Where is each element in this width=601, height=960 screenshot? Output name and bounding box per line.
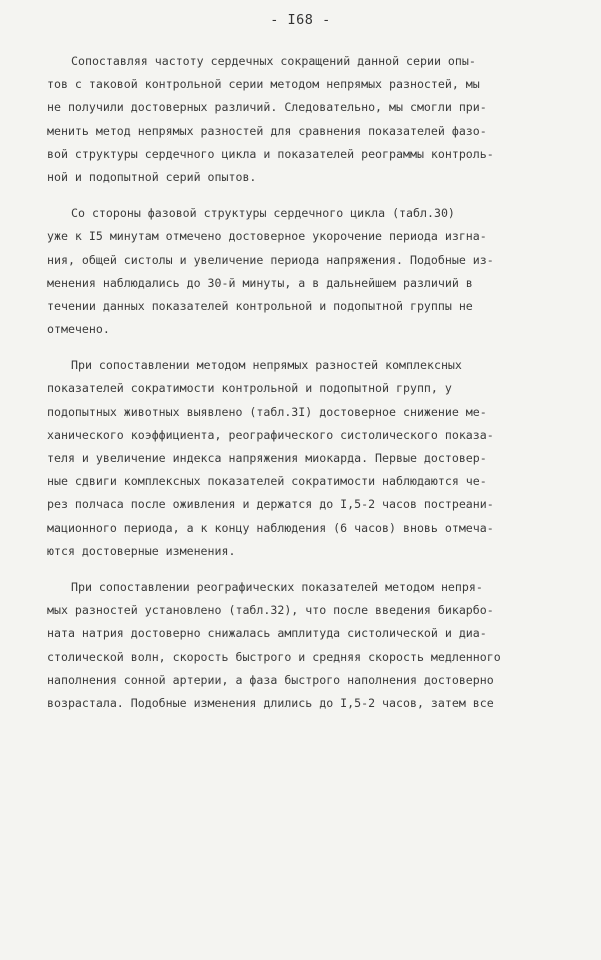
- text-line: наполнения сонной артерии, а фаза быстрого наполнения достоверно: [47, 672, 494, 687]
- text-line: ния, общей систолы и увеличение периода напряжения. Подобные из-: [47, 252, 494, 267]
- text-line: отмечено.: [47, 322, 110, 337]
- text-line: При сопоставлении методом непрямых разностей комплексных: [71, 358, 462, 373]
- paragraph-1: [47, 50, 587, 189]
- text-line: мых разностей установлено (табл.32), что после введения бикарбо-: [47, 603, 494, 618]
- text-line: столической волн, скорость быстрого и средняя скорость медленного: [47, 649, 501, 664]
- text-line: ханического коэффициента, реографического систолического показа-: [47, 427, 494, 442]
- text-line: вой структуры сердечного цикла и показателей реограммы контроль-: [47, 146, 494, 161]
- page-number: - I68 -: [270, 12, 331, 28]
- text-line: Со стороны фазовой структуры сердечного цикла (табл.30): [71, 206, 455, 221]
- text-line: возрастала. Подобные изменения длились до I,5-2 часов, затем все: [47, 695, 494, 710]
- paragraph-4: [47, 576, 587, 715]
- text-line: не получили достоверных различий. Следовательно, мы смогли при-: [47, 100, 487, 115]
- paragraph-3: [47, 354, 587, 563]
- text-line: тов с таковой контрольной серии методом непрямых разностей, мы: [47, 77, 480, 92]
- text-line: течении данных показателей контрольной и подопытной группы не: [47, 298, 473, 313]
- text-line: ются достоверные изменения.: [47, 543, 236, 558]
- text-line: ната натрия достоверно снижалась амплитуда систолической и диа-: [47, 626, 487, 641]
- text-line: показателей сократимости контрольной и подопытной групп, у: [47, 381, 452, 396]
- text-line: теля и увеличение индекса напряжения миокарда. Первые достовер-: [47, 451, 487, 465]
- text-line: менения наблюдались до 30-й минуты, а в дальнейшем различий в: [47, 275, 473, 290]
- body-text: [47, 50, 587, 728]
- text-line: ной и подопытной серий опытов.: [47, 169, 257, 184]
- paragraph-2: [47, 202, 587, 341]
- text-line: подопытных животных выявлено (табл.3I) достоверное снижение ме-: [47, 404, 487, 419]
- text-line: Сопоставляя частоту сердечных сокращений данной серии опы-: [71, 54, 476, 68]
- text-line: менить метод непрямых разностей для сравнения показателей фазо-: [47, 123, 487, 138]
- text-line: рез полчаса после оживления и держатся до I,5-2 часов постреани-: [47, 497, 494, 512]
- text-line: ные сдвиги комплексных показателей сократимости наблюдаются че-: [47, 474, 487, 489]
- text-line: мационного периода, а к концу наблюдения (6 часов) вновь отмеча-: [47, 520, 494, 535]
- text-line: уже к I5 минутам отмечено достоверное укорочение периода изгна-: [47, 229, 487, 244]
- text-line: При сопоставлении реографических показателей методом непря-: [71, 579, 483, 594]
